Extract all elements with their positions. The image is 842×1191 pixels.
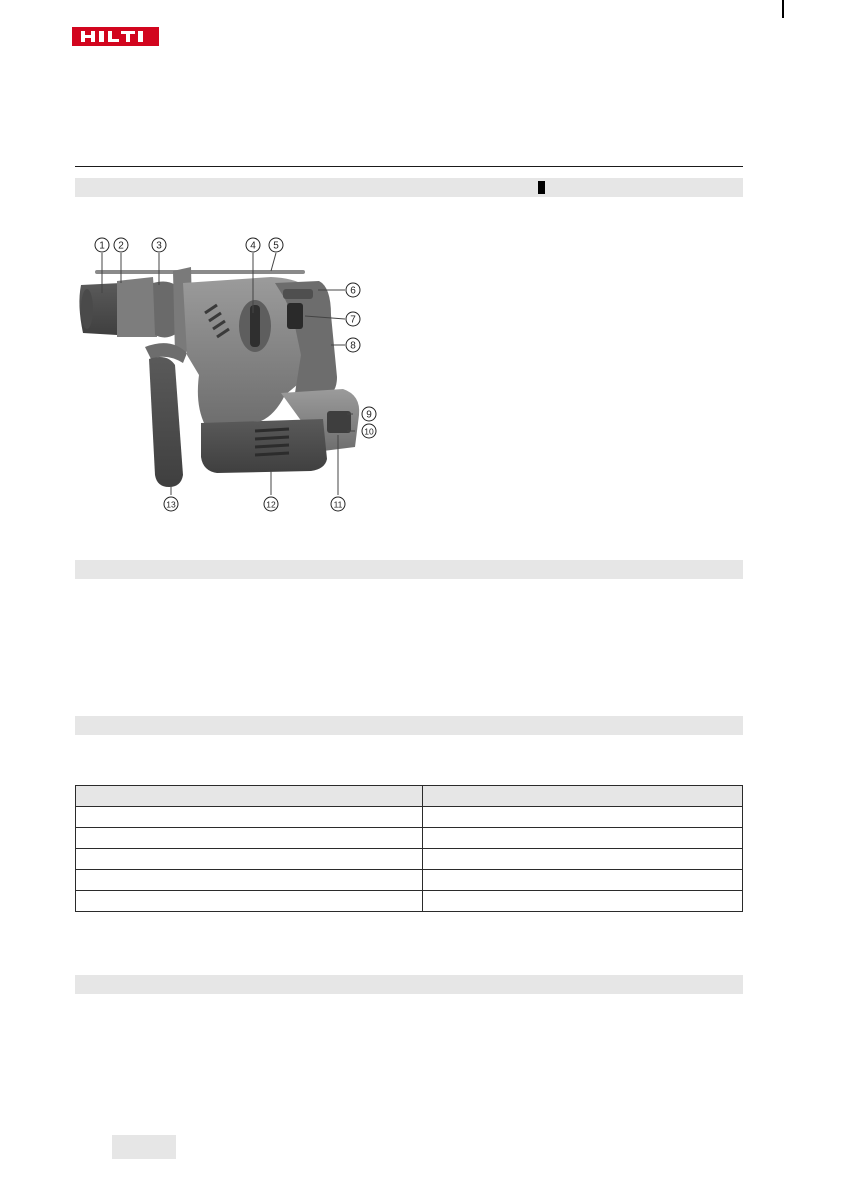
- table-cell: [76, 891, 423, 912]
- svg-text:9: 9: [366, 409, 372, 421]
- table-cell: [422, 849, 743, 870]
- svg-text:8: 8: [350, 340, 356, 352]
- table-row: [76, 891, 743, 912]
- table-row: [76, 849, 743, 870]
- callout-12: [264, 497, 278, 511]
- table-row: [76, 828, 743, 849]
- svg-text:12: 12: [266, 499, 276, 510]
- svg-text:4: 4: [250, 240, 256, 252]
- table-cell: [422, 870, 743, 891]
- callout-9: [362, 407, 376, 421]
- depth-gauge-rod: [95, 270, 305, 274]
- table-cell: [76, 828, 423, 849]
- redaction-marker: [538, 181, 545, 194]
- svg-text:13: 13: [166, 499, 176, 510]
- table-row: [76, 807, 743, 828]
- section-bar-2: [75, 560, 743, 579]
- svg-text:1: 1: [99, 240, 105, 252]
- svg-text:10: 10: [364, 426, 374, 437]
- callout-6: [346, 283, 360, 297]
- table-row: [76, 870, 743, 891]
- table-cell: [422, 828, 743, 849]
- product-overview-figure: [75, 225, 395, 525]
- locking-sleeve: [117, 277, 157, 337]
- table-cell: [76, 870, 423, 891]
- svg-text:7: 7: [350, 314, 356, 326]
- table-cell: [76, 849, 423, 870]
- callout-13: [164, 497, 178, 511]
- section-bar-1: [75, 178, 743, 197]
- callout-5: [269, 238, 283, 252]
- callout-11: [331, 497, 345, 511]
- callout-1: [95, 238, 109, 252]
- table-cell: [422, 807, 743, 828]
- rotation-reversal-switch: [283, 289, 313, 299]
- table-header-row: [76, 786, 743, 807]
- callout-10: [362, 424, 376, 438]
- svg-text:6: 6: [350, 285, 356, 297]
- table-cell: [76, 786, 423, 807]
- callout-2: [114, 238, 128, 252]
- page-corner-mark: [782, 0, 784, 18]
- svg-text:2: 2: [118, 240, 124, 252]
- control-switch: [287, 303, 303, 329]
- table-cell: [422, 891, 743, 912]
- callout-8: [346, 338, 360, 352]
- table-cell: [422, 786, 743, 807]
- header-rule: [75, 166, 743, 167]
- callout-3: [152, 238, 166, 252]
- table-cell: [76, 807, 423, 828]
- spec-table: [75, 785, 743, 912]
- callout-7: [346, 312, 360, 326]
- hilti-logo: [72, 27, 159, 46]
- section-bar-4: [75, 975, 743, 994]
- svg-text:5: 5: [273, 240, 279, 252]
- callout-4: [246, 238, 260, 252]
- section-bar-3: [75, 716, 743, 735]
- svg-text:11: 11: [333, 499, 343, 510]
- page-number-tab: [112, 1135, 176, 1159]
- side-handle: [149, 357, 183, 487]
- svg-text:3: 3: [156, 240, 162, 252]
